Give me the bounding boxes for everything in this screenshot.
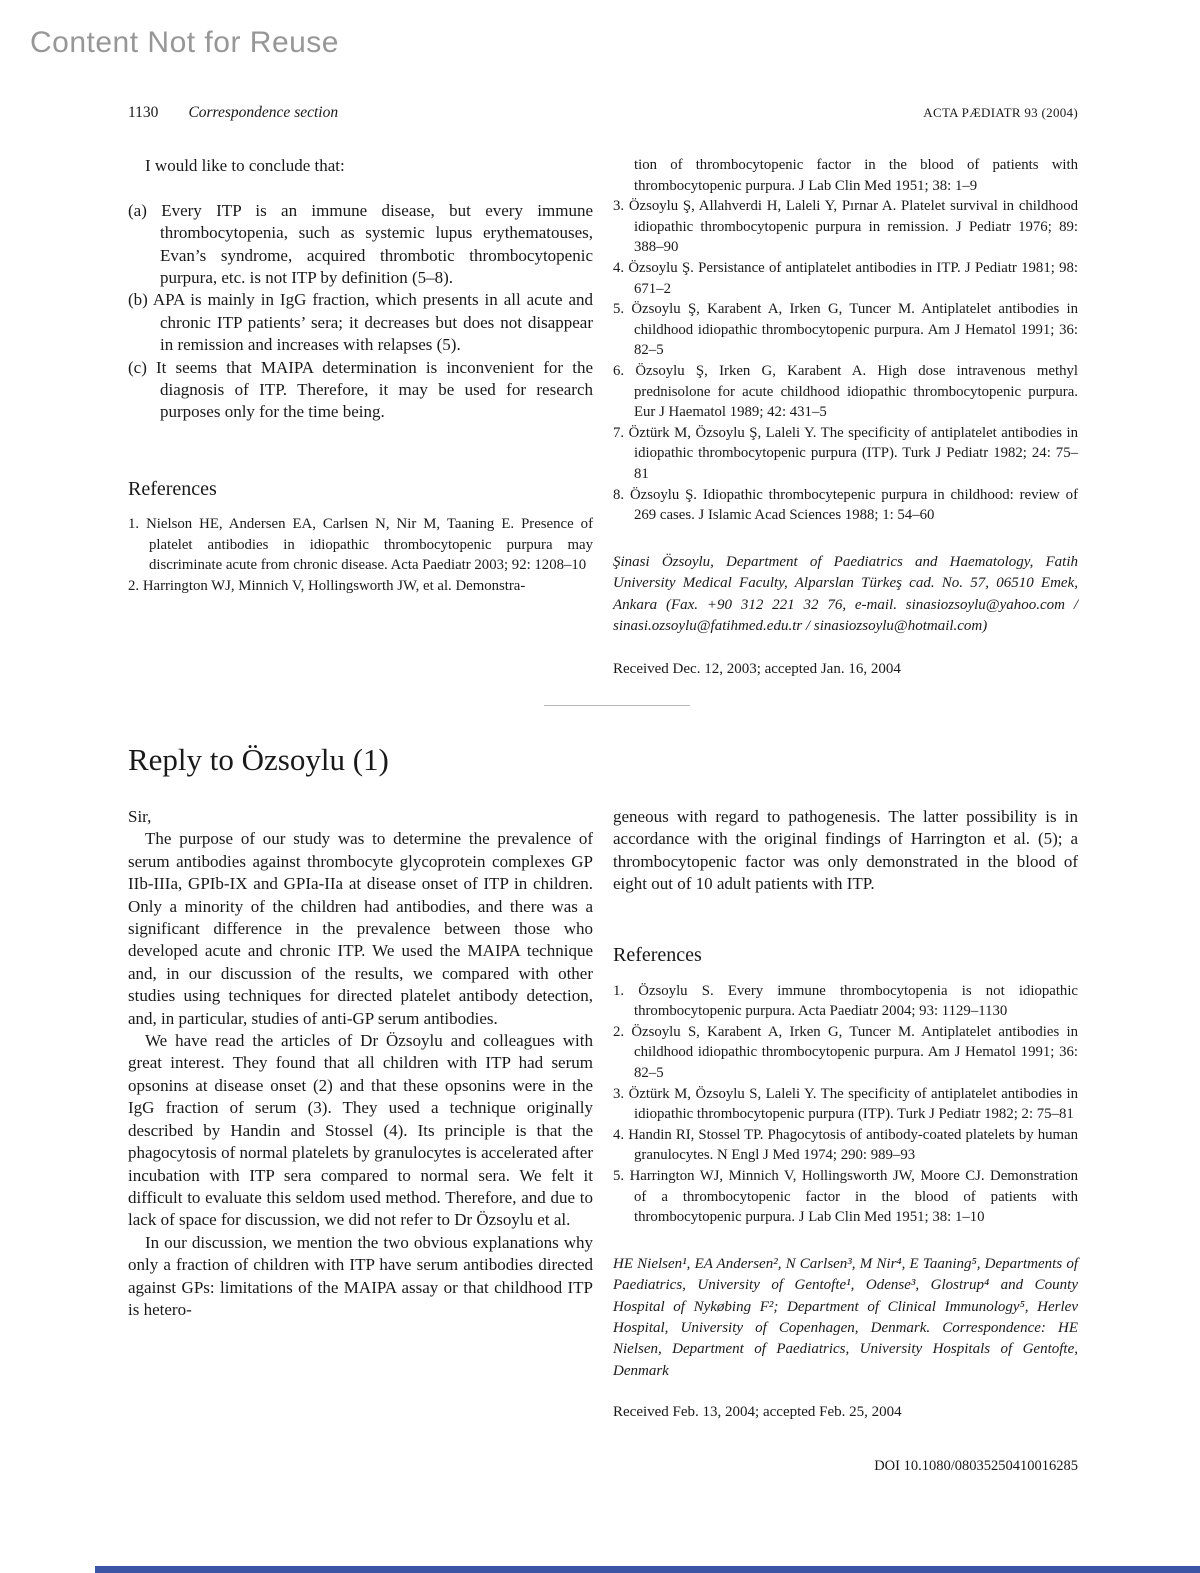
reference-number: 2. — [128, 578, 140, 595]
reference-text: Özsoylu Ş. Persistance of antiplatelet antibodies in ITP. J Pediatr 1981; 98: 671–2 — [628, 259, 1078, 297]
conclusion-point-c — [128, 357, 593, 424]
reply-paragraph-continuation: geneous with regard to pathogenesis. The latter possibility is in accordance with the original findings of Harrington et al. (5); a thrombocytopenic factor was only demonstrated in the blood of eight out of 10 adult patients with ITP. — [613, 807, 1078, 894]
reference-text: Nielson HE, Andersen EA, Carlsen N, Nir M, Taaning E. Presence of platelet antibodies in idiopathic thrombocytopenic purpura may discriminate acute from chronic disease. Acta Paediatr 2003; 92: 1208–10 — [146, 516, 593, 574]
reference-text: Özsoylu Ş, Irken G, Karabent A. High dose intravenous methyl prednisolone for acute childhood idiopathic thrombocytopenic purpura. Eur J Haematol 1989; 42: 431–5 — [634, 362, 1078, 421]
letter1-right-column — [613, 155, 1078, 680]
reference-item — [613, 1125, 1078, 1166]
letter1-left-column — [128, 155, 593, 680]
author-address-block: Şinasi Özsoylu, Department of Paediatrics and Haematology, Fatih University Medical Faculty, Alparslan Türkeş cad. No. 57, 06510 Emek, Ankara (Fax. +90 312 221 32 76, e-mail. sinasiozsoylu@yahoo.com / sinasi.ozsoylu@fatihmed.edu.tr / sinasiozsoylu@hotmail.com) — [613, 553, 1078, 634]
reference-item — [613, 485, 1078, 526]
running-head — [128, 104, 1078, 122]
salutation: Sir, — [128, 807, 152, 826]
point-label: (c) — [128, 357, 147, 377]
reference-item — [613, 196, 1078, 258]
reference-text: Özsoylu S. Every immune thrombocytopenia is not idiopathic thrombocytopenic purpura. Acta Paediatr 2004; 93: 1129–1130 — [634, 982, 1079, 1020]
reference-text: Öztürk M, Özsoylu S, Laleli Y. The specificity of antiplatelet antibodies in idiopathic thrombocytopenic purpura (ITP). Turk J Pediatr 1982; 2: 75–81 — [628, 1085, 1079, 1123]
point-text: APA is mainly in IgG fraction, which presents in all acute and chronic ITP patients’ sera; it decreases but does not disappear in remission and increases with relapses (5). — [152, 290, 593, 355]
point-label: (b) — [128, 290, 148, 310]
point-label: (a) — [128, 200, 147, 220]
reference-text: Harrington WJ, Minnich V, Hollingsworth JW, et al. Demonstra- — [142, 578, 526, 595]
point-text: It seems that MAIPA determination is inconvenient for the diagnosis of ITP. Therefore, it may be used for research purposes only for the time being. — [156, 357, 593, 422]
letter1-references-right — [613, 196, 1078, 526]
conclusion-point-b — [128, 289, 593, 356]
reference-item — [128, 576, 593, 597]
letter2-left-column — [128, 806, 593, 1421]
reply-paragraph: In our discussion, we mention the two obvious explanations why only a fraction of children with ITP have serum antibodies directed against GPs: limitations of the MAIPA assay or that childhood ITP is hetero- — [128, 1232, 593, 1319]
received-accepted-line: Received Feb. 13, 2004; accepted Feb. 25, 2004 — [613, 1404, 902, 1421]
references-heading: References — [613, 943, 702, 966]
reference-number: 3. — [613, 1085, 625, 1102]
reference-item — [128, 514, 593, 576]
reference-continuation: tion of thrombocytopenic factor in the blood of patients with thrombocytopenic purpura. J Lab Clin Med 1951; 38: 1–9 — [634, 157, 1078, 194]
letter2-references — [613, 981, 1078, 1228]
letter2-columns — [128, 806, 1078, 1421]
section-title: Correspondence section — [188, 104, 339, 121]
reference-text: Özsoylu Ş, Allahverdi H, Laleli Y, Pırnar A. Platelet survival in childhood idiopathic thrombocytopenic purpura in remission. J Pediatr 1976; 89: 388–90 — [628, 198, 1079, 256]
reference-text: Özsoylu Ş. Idiopathic thrombocytepenic purpura in childhood: review of 269 cases. J Islamic Acad Sciences 1988; 1: 54–60 — [629, 486, 1078, 524]
letter2-right-column — [613, 806, 1078, 1421]
letter1-references-left — [128, 514, 593, 596]
reply-paragraph: We have read the articles of Dr Özsoylu and colleagues with great interest. They found that all children with ITP had serum opsonins at disease onset (2) and that these opsonins were in the IgG fraction of serum (3). They used a technique originally described by Handin and Stossel (4). Its principle is that the phagocytosis of normal platelets by granulocytes is accelerated after incubation with ITP sera compared to normal sera. We felt it difficult to evaluate this seldom used method. Therefore, and due to lack of space for discussion, we did not refer to Dr Özsoylu et al. — [128, 1031, 593, 1230]
reference-item — [613, 258, 1078, 299]
journal-name: ACTA PÆDIATR 93 (2004) — [923, 105, 1078, 120]
conclusion-intro: I would like to conclude that: — [145, 156, 345, 175]
reference-number: 5. — [613, 301, 625, 318]
reference-item — [613, 299, 1078, 361]
letter1-columns — [128, 155, 1078, 680]
references-heading: References — [128, 477, 217, 500]
conclusion-list — [128, 200, 593, 424]
reply-authors-block: HE Nielsen¹, EA Andersen², N Carlsen³, M Nir⁴, E Taaning⁵, Departments of Paediatrics, University of Gentofte¹, Odense³, Glostrup⁴ and County Hospital of Nykøbing F²; Department of Clinical Immunology⁵, Herlev Hospital, University of Copenhagen, Denmark. Correspondence: HE Nielsen, Department of Paediatrics, University Hospitals of Gentofte, Denmark — [613, 1255, 1078, 1379]
reference-number: 1. — [128, 516, 140, 533]
reference-text: Öztürk M, Özsoylu Ş, Laleli Y. The specificity of antiplatelet antibodies in idiopathic thrombocytopenic purpura (ITP). Turk J Pediatr 1982; 24: 75–81 — [628, 424, 1079, 482]
conclusion-point-a — [128, 200, 593, 290]
reference-text: Harrington WJ, Minnich V, Hollingsworth JW, Moore CJ. Demonstration of a thrombocytopenic factor in the blood of patients with thrombocytopenic purpura. J Lab Clin Med 1951; 38: 1–10 — [629, 1167, 1078, 1226]
reference-item — [613, 1022, 1078, 1084]
reference-number: 3. — [613, 198, 625, 215]
reference-item — [613, 981, 1078, 1022]
reply-article-title: Reply to Özsoylu (1) — [128, 742, 389, 777]
reference-item — [613, 361, 1078, 423]
reference-number: 6. — [613, 362, 625, 379]
page-number: 1130 — [128, 104, 159, 121]
reference-number: 2. — [613, 1023, 625, 1040]
reference-number: 8. — [613, 486, 625, 503]
section-divider — [544, 705, 690, 706]
watermark-content-not-for-reuse: Content Not for Reuse — [30, 26, 339, 59]
reference-item — [613, 1166, 1078, 1228]
reference-number: 7. — [613, 424, 625, 441]
reference-text: Handin RI, Stossel TP. Phagocytosis of antibody-coated platelets by human granulocytes. N Engl J Med 1974; 290: 989–93 — [628, 1126, 1078, 1164]
reference-number: 5. — [613, 1167, 625, 1184]
point-text: Every ITP is an immune disease, but every immune thrombocytopenia, such as systemic lupus erythematouses, Evan’s syndrome, acquired thrombotic thrombocytopenic purpura, etc. is not ITP by definition (5–8). — [160, 200, 594, 288]
reference-number: 4. — [613, 1126, 625, 1143]
reference-text: Özsoylu S, Karabent A, Irken G, Tuncer M. Antiplatelet antibodies in childhood idiopathic thrombocytopenic purpura. Am J Hematol 1991; 36: 82–5 — [631, 1023, 1078, 1081]
reference-item — [613, 423, 1078, 485]
doi-line: DOI 10.1080/08035250410016285 — [874, 1458, 1078, 1474]
footer-progress-bar — [95, 1566, 1200, 1573]
reference-item — [613, 1084, 1078, 1125]
received-accepted-line: Received Dec. 12, 2003; accepted Jan. 16, 2004 — [613, 661, 901, 678]
reference-number: 1. — [613, 982, 625, 999]
reference-number: 4. — [613, 259, 625, 276]
reference-text: Özsoylu Ş, Karabent A, Irken G, Tuncer M. Antiplatelet antibodies in childhood idiopathic thrombocytopenic purpura. Am J Hematol 1991; 36: 82–5 — [631, 301, 1078, 359]
reply-paragraph: The purpose of our study was to determine the prevalence of serum antibodies against thrombocyte glycoprotein complexes GP IIb-IIIa, GPIb-IX and GPIa-IIa at disease onset of ITP in children. Only a minority of the children had antibodies, and there was a significant difference in the prevalence between those who developed acute and chronic ITP. We used the MAIPA technique and, in our discussion of the results, we compared with other studies using techniques for directed platelet antibody detection, and, in particular, studies of anti-GP serum antibodies. — [128, 829, 593, 1028]
